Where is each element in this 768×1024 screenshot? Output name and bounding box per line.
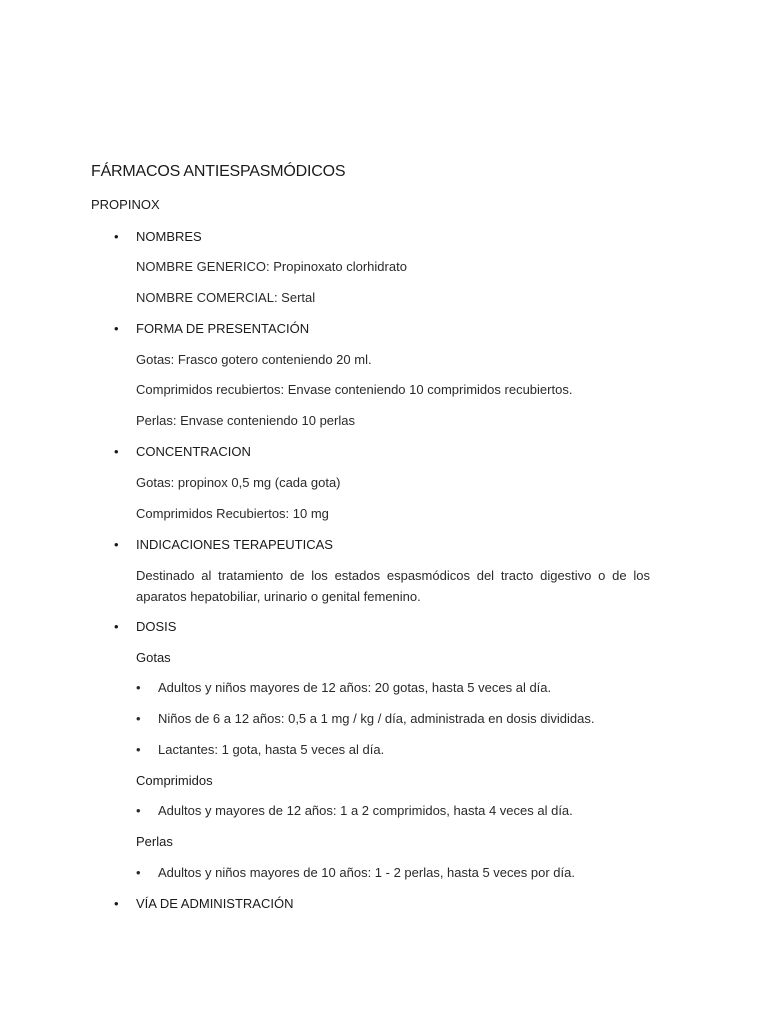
concentracion-gotas-line: Gotas: propinox 0,5 mg (cada gota) [136, 475, 341, 490]
bullet-icon: • [114, 321, 119, 336]
section-heading-via [114, 896, 293, 911]
section-heading-nombres [114, 229, 202, 244]
nombre-generico-line: NOMBRE GENERICO: Propinoxato clorhidrato [136, 259, 407, 274]
presentacion-gotas-line: Gotas: Frasco gotero conteniendo 20 ml. [136, 352, 372, 367]
section-heading-dosis [114, 619, 176, 634]
presentacion-comprimidos-line: Comprimidos recubiertos: Envase conteniendo 10 comprimidos recubiertos. [136, 382, 573, 397]
section-heading-label: VÍA DE ADMINISTRACIÓN [136, 896, 294, 911]
list-item-text: Adultos y niños mayores de 10 años: 1 - 2 perlas, hasta 5 veces por día. [158, 865, 575, 880]
list-item-text: Lactantes: 1 gota, hasta 5 veces al día. [158, 742, 385, 757]
section-heading-label: INDICACIONES TERAPEUTICAS [136, 537, 333, 552]
bullet-icon: • [114, 444, 119, 459]
dosis-perlas-subheading: Perlas [136, 834, 173, 849]
drug-name: PROPINOX [91, 197, 160, 212]
section-heading-label: FORMA DE PRESENTACIÓN [136, 321, 310, 336]
list-item [136, 680, 551, 695]
section-heading-forma [114, 321, 309, 336]
section-heading-label: NOMBRES [136, 229, 202, 244]
list-item-text: Niños de 6 a 12 años: 0,5 a 1 mg / kg / día, administrada en dosis divididas. [158, 711, 595, 726]
bullet-icon: • [114, 619, 119, 634]
dosis-comprimidos-subheading: Comprimidos [136, 773, 213, 788]
list-item [136, 742, 384, 757]
bullet-icon: • [136, 711, 141, 726]
bullet-icon: • [136, 803, 141, 818]
bullet-icon: • [114, 229, 119, 244]
list-item-text: Adultos y mayores de 12 años: 1 a 2 comprimidos, hasta 4 veces al día. [158, 803, 573, 818]
nombre-comercial-line: NOMBRE COMERCIAL: Sertal [136, 290, 316, 305]
dosis-gotas-subheading: Gotas [136, 650, 171, 665]
section-heading-indicaciones [114, 537, 333, 552]
list-item [136, 803, 573, 818]
list-item-text: Adultos y niños mayores de 12 años: 20 gotas, hasta 5 veces al día. [158, 680, 552, 695]
section-heading-concentracion [114, 444, 251, 459]
concentracion-comprimidos-line: Comprimidos Recubiertos: 10 mg [136, 506, 329, 521]
indicaciones-paragraph: Destinado al tratamiento de los estados espasmódicos del tracto digestivo o de los aparatos hepatobiliar, urinario o genital femenino. [136, 568, 650, 604]
bullet-icon: • [136, 680, 141, 695]
list-item [136, 865, 575, 880]
document-title: FÁRMACOS ANTIESPASMÓDICOS [91, 163, 346, 180]
bullet-icon: • [136, 865, 141, 880]
bullet-icon: • [114, 896, 119, 911]
list-item [136, 711, 594, 726]
bullet-icon: • [114, 537, 119, 552]
section-heading-label: CONCENTRACION [136, 444, 251, 459]
presentacion-perlas-line: Perlas: Envase conteniendo 10 perlas [136, 413, 355, 428]
bullet-icon: • [136, 742, 141, 757]
section-heading-label: DOSIS [136, 619, 177, 634]
